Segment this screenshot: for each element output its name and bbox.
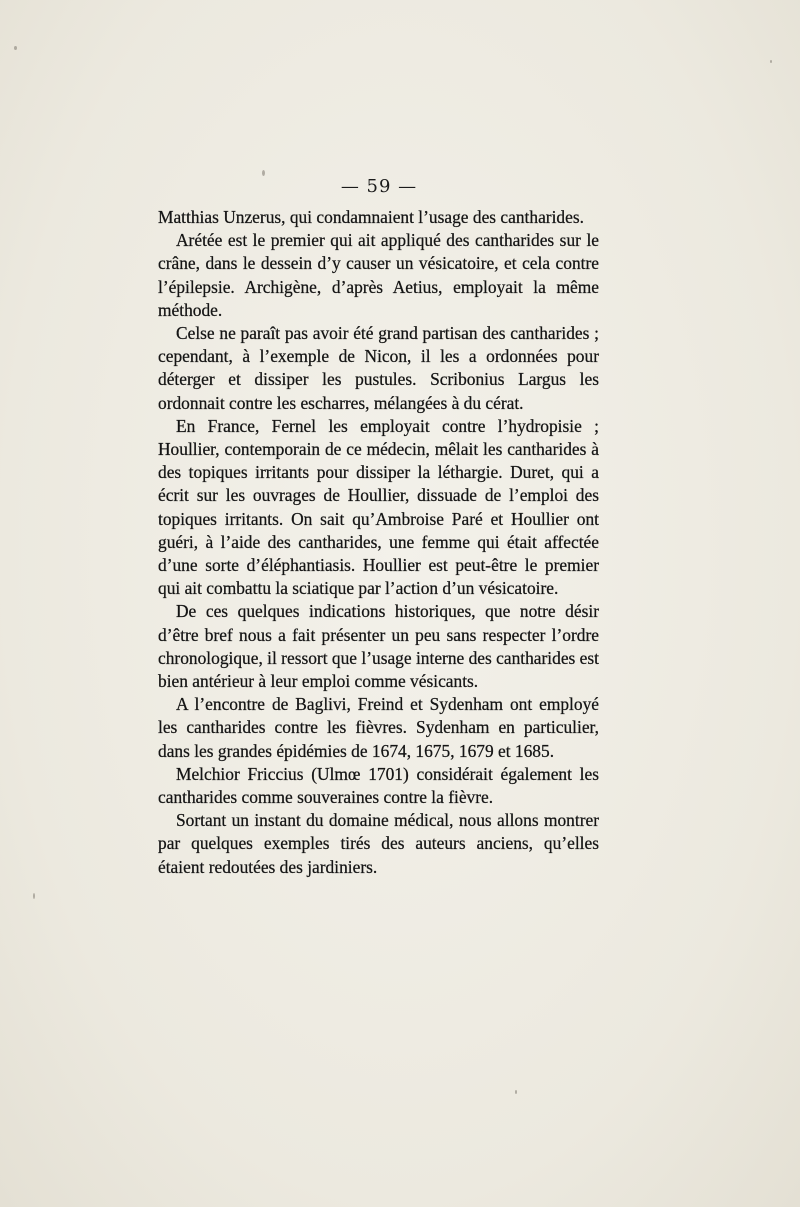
- paragraph: De ces quelques indications historiques, que notre désir d’être bref nous a fait présenter un peu sans respecter l’ordre chronologique, il ressort que l’usage interne des cantharides est bien antérieur à leur emploi comme vésicants.: [158, 601, 599, 692]
- paragraph: Arétée est le premier qui ait appliqué des cantharides sur le crâne, dans le dessein d’y causer un vésicatoire, et cela contre l’épilepsie. Archigène, d’après Aetius, employait la même méthode.: [158, 230, 599, 320]
- paragraph: Melchior Friccius (Ulmœ 1701) considérait également les cantharides comme souveraines contre la fièvre.: [158, 763, 599, 808]
- paragraph: Sortant un instant du domaine médical, nous allons montrer par quelques exemples tirés des auteurs anciens, qu’elles étaient redoutées des jardiniers.: [158, 810, 599, 877]
- paragraph: A l’encontre de Baglivi, Freind et Sydenham ont employé les cantharides contre les fièvres. Sydenham en particulier, dans les grandes épidémies de 1674, 1675, 1679 et 1685.: [158, 694, 599, 761]
- body-text: [158, 206, 599, 879]
- paper-speck: [33, 893, 35, 899]
- page-number: — 59 —: [340, 176, 418, 197]
- paragraph: En France, Fernel les employait contre l’hydropisie ; Houllier, contemporain de ce médecin, mêlait les cantharides à des topiques irritants pour dissiper la léthargie. Duret, qui a écrit sur les ouvrages de Houllier, dissuade de l’emploi des topiques irritants. On sait qu’Ambroise Paré et Houllier ont guéri, à l’aide des cantharides, une femme qui était affectée d’une sorte d’éléphantiasis. Houllier est peut-être le premier qui ait combattu la sciatique par l’action d’un vésicatoire.: [158, 415, 599, 599]
- paragraph: Matthias Unzerus, qui condamnaient l’usage des cantharides.: [158, 207, 584, 227]
- paragraph: Celse ne paraît pas avoir été grand partisan des cantharides ; cependant, à l’exemple de Nicon, il les a ordonnées pour déterger et dissiper les pustules. Scribonius Largus les ordonnait contre les escharres, mélangées à du cérat.: [158, 323, 599, 413]
- paper-speck: [515, 1090, 517, 1094]
- paper-speck: [14, 46, 17, 50]
- paper-speck: [770, 60, 772, 63]
